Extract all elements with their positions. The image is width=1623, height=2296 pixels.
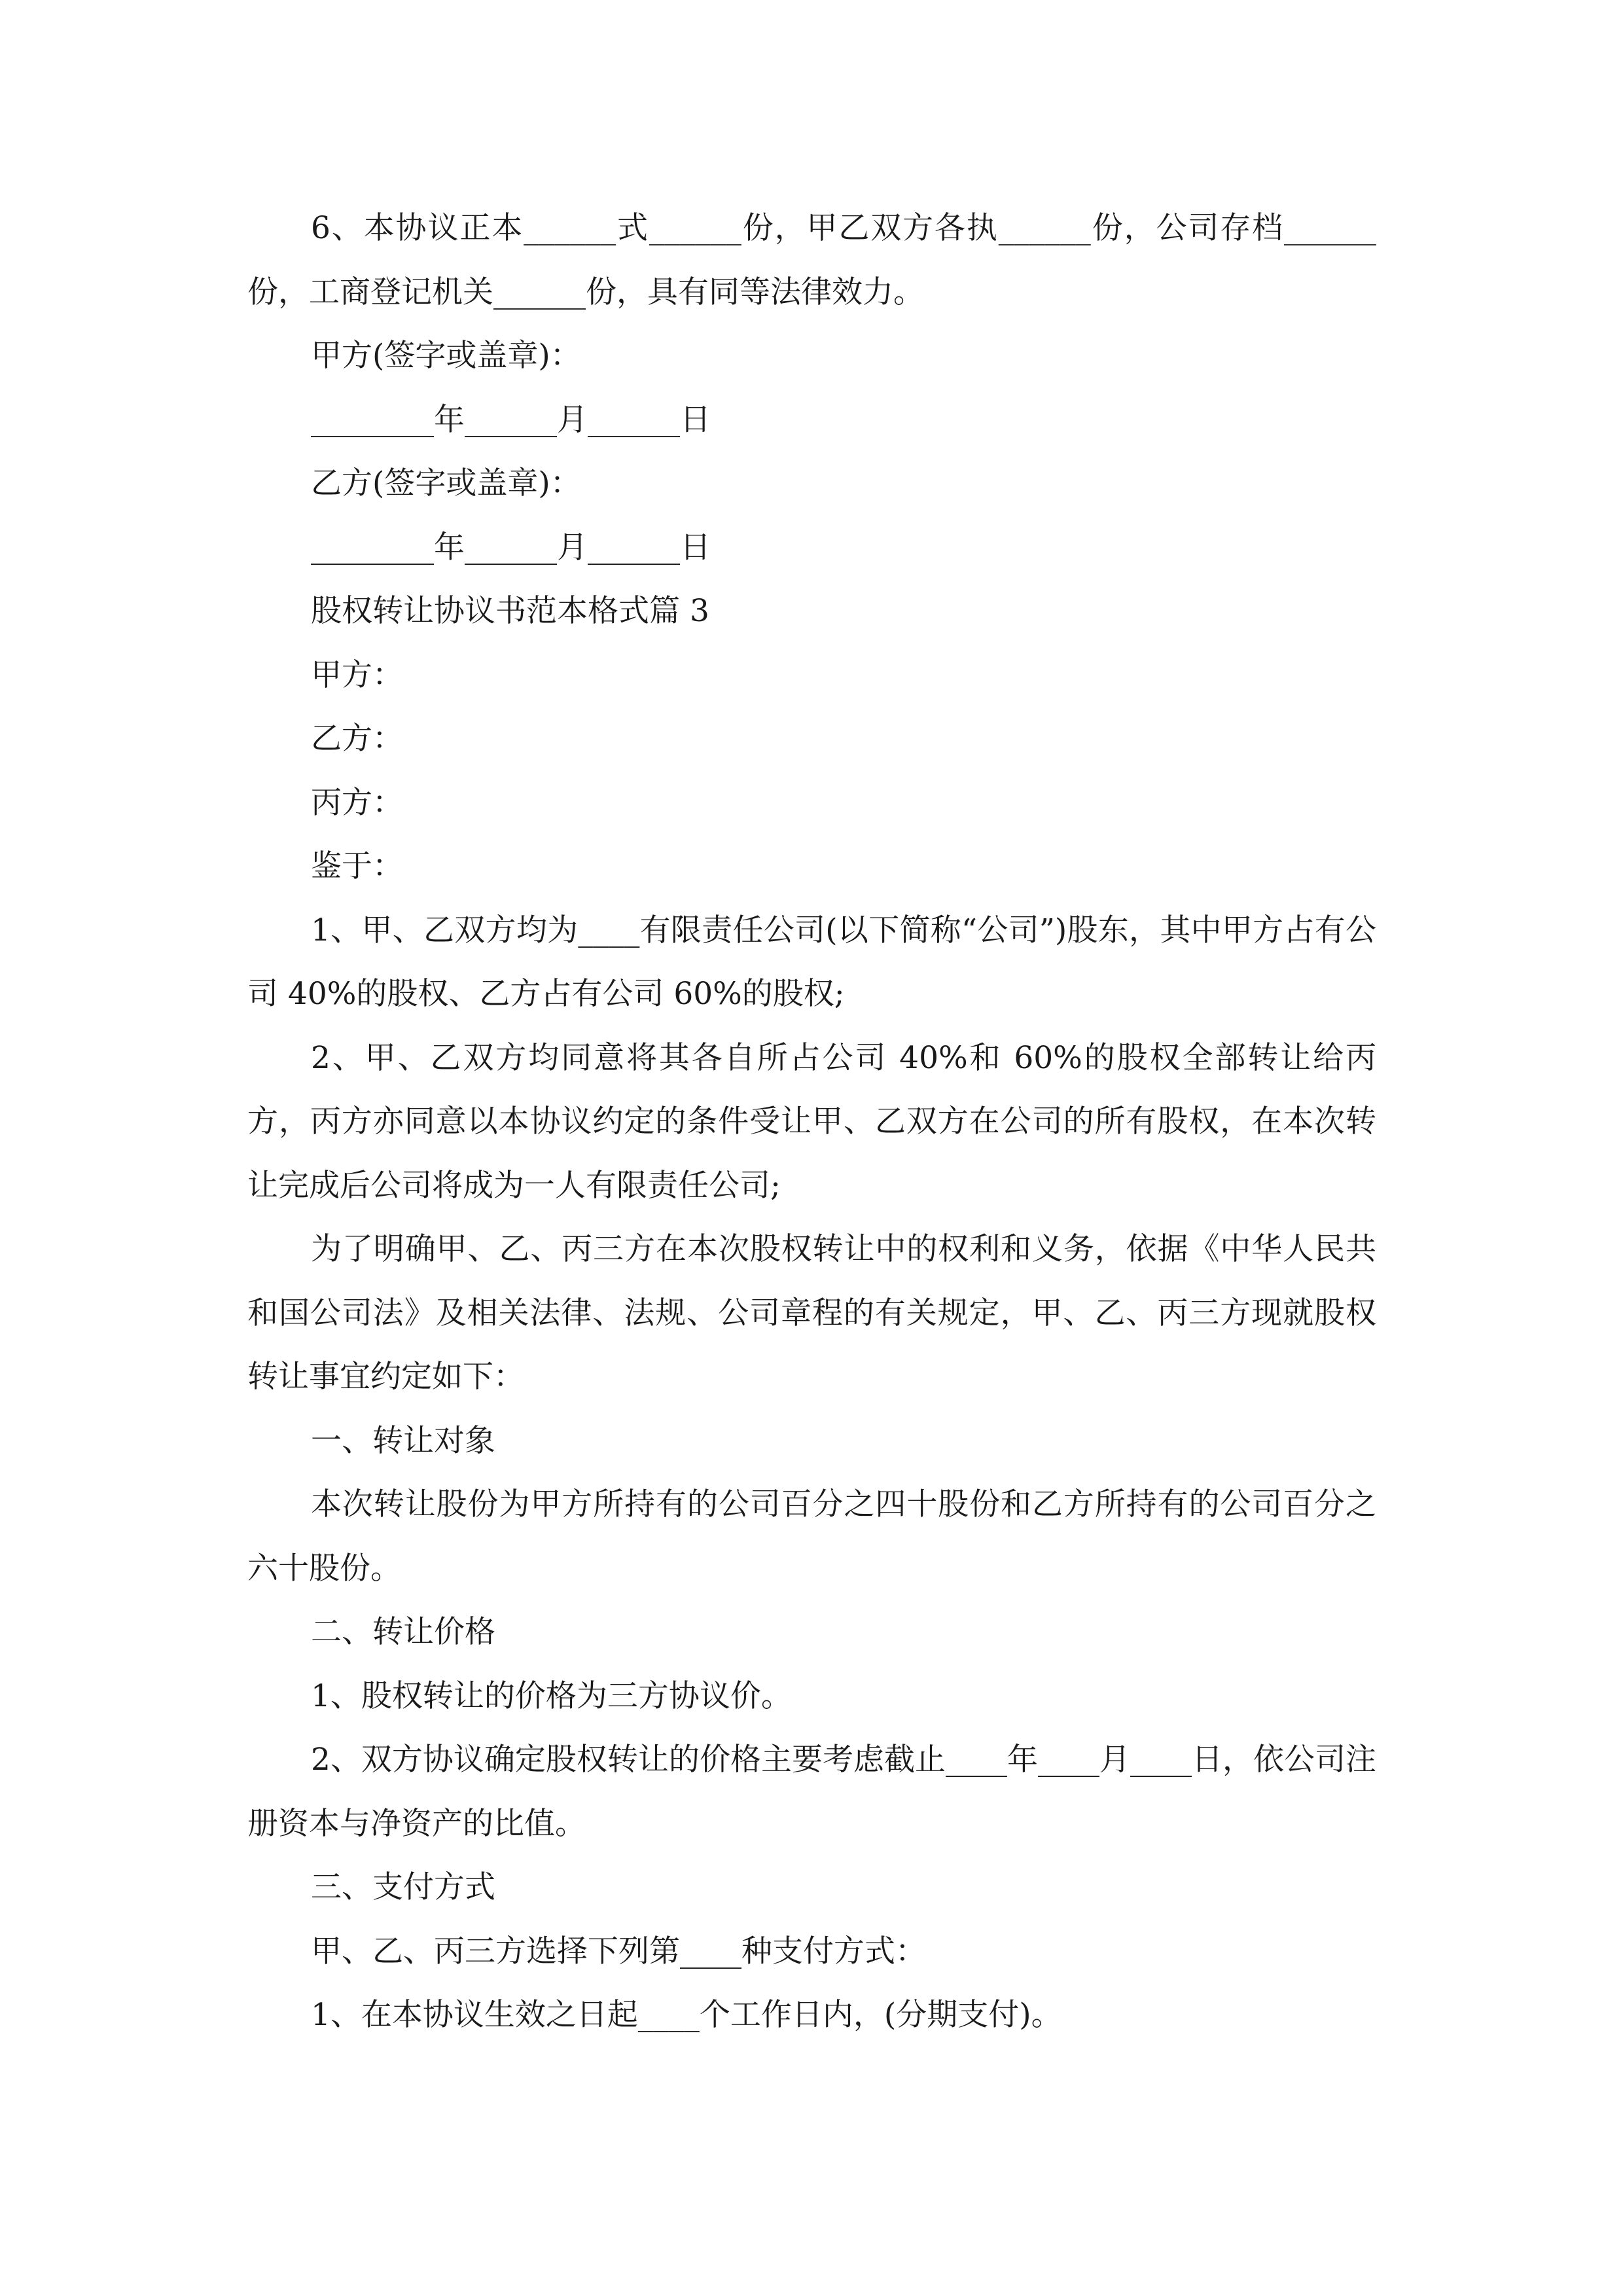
party-b-label: 乙方：: [311, 721, 403, 757]
party-a-signature-line: 甲方(签字或盖章)：: [311, 338, 581, 374]
article-2-item-2: 2、双方协议确定股权转让的价格主要考虑截止____年____月____日，依公司注册资本与净资产的比值。: [247, 1742, 1376, 1842]
party-b-signature-line: 乙方(签字或盖章)：: [311, 465, 581, 501]
purpose-paragraph: 为了明确甲、乙、丙三方在本次股权转让中的权利和义务，依据《中华人民共和国公司法》及相关法律、法规、公司章程的有关规定，甲、乙、丙三方现就股权转让事宜约定如下：: [247, 1231, 1376, 1395]
party-c-label: 丙方：: [311, 784, 403, 821]
article-1-heading: 一、转让对象: [311, 1422, 495, 1459]
clause-6: 6、本协议正本______式______份，甲乙双方各执______份，公司存档______份，工商登记机关______份，具有同等法律效力。: [247, 210, 1376, 310]
party-b-date-line: ________年______月______日: [311, 529, 711, 565]
whereas-heading: 鉴于：: [311, 848, 403, 884]
party-a-date-line: ________年______月______日: [311, 401, 711, 438]
whereas-item-2: 2、甲、乙双方均同意将其各自所占公司 40%和 60%的股权全部转让给丙方，丙方亦同意以本协议约定的条件受让甲、乙双方在公司的所有股权，在本次转让完成后公司将成为一人有限责任公司;: [247, 1039, 1376, 1204]
party-a-label: 甲方：: [311, 656, 403, 693]
whereas-item-1: 1、甲、乙双方均为____有限责任公司(以下简称“公司”)股东，其中甲方占有公司 40%的股权、乙方占有公司 60%的股权;: [247, 912, 1376, 1012]
article-1-body: 本次转让股份为甲方所持有的公司百分之四十股份和乙方所持有的公司百分之六十股份。: [247, 1486, 1376, 1587]
document-page: [247, 196, 1376, 2047]
section-title: 股权转让协议书范本格式篇 3: [311, 593, 709, 629]
article-2-heading: 二、转让价格: [311, 1614, 495, 1650]
article-3-intro: 甲、乙、丙三方选择下列第____种支付方式：: [311, 1933, 926, 1969]
article-2-item-1: 1、股权转让的价格为三方协议价。: [311, 1677, 792, 1714]
article-3-heading: 三、支付方式: [311, 1869, 495, 1905]
article-3-item-1: 1、在本协议生效之日起____个工作日内，(分期支付)。: [311, 1997, 1062, 2033]
